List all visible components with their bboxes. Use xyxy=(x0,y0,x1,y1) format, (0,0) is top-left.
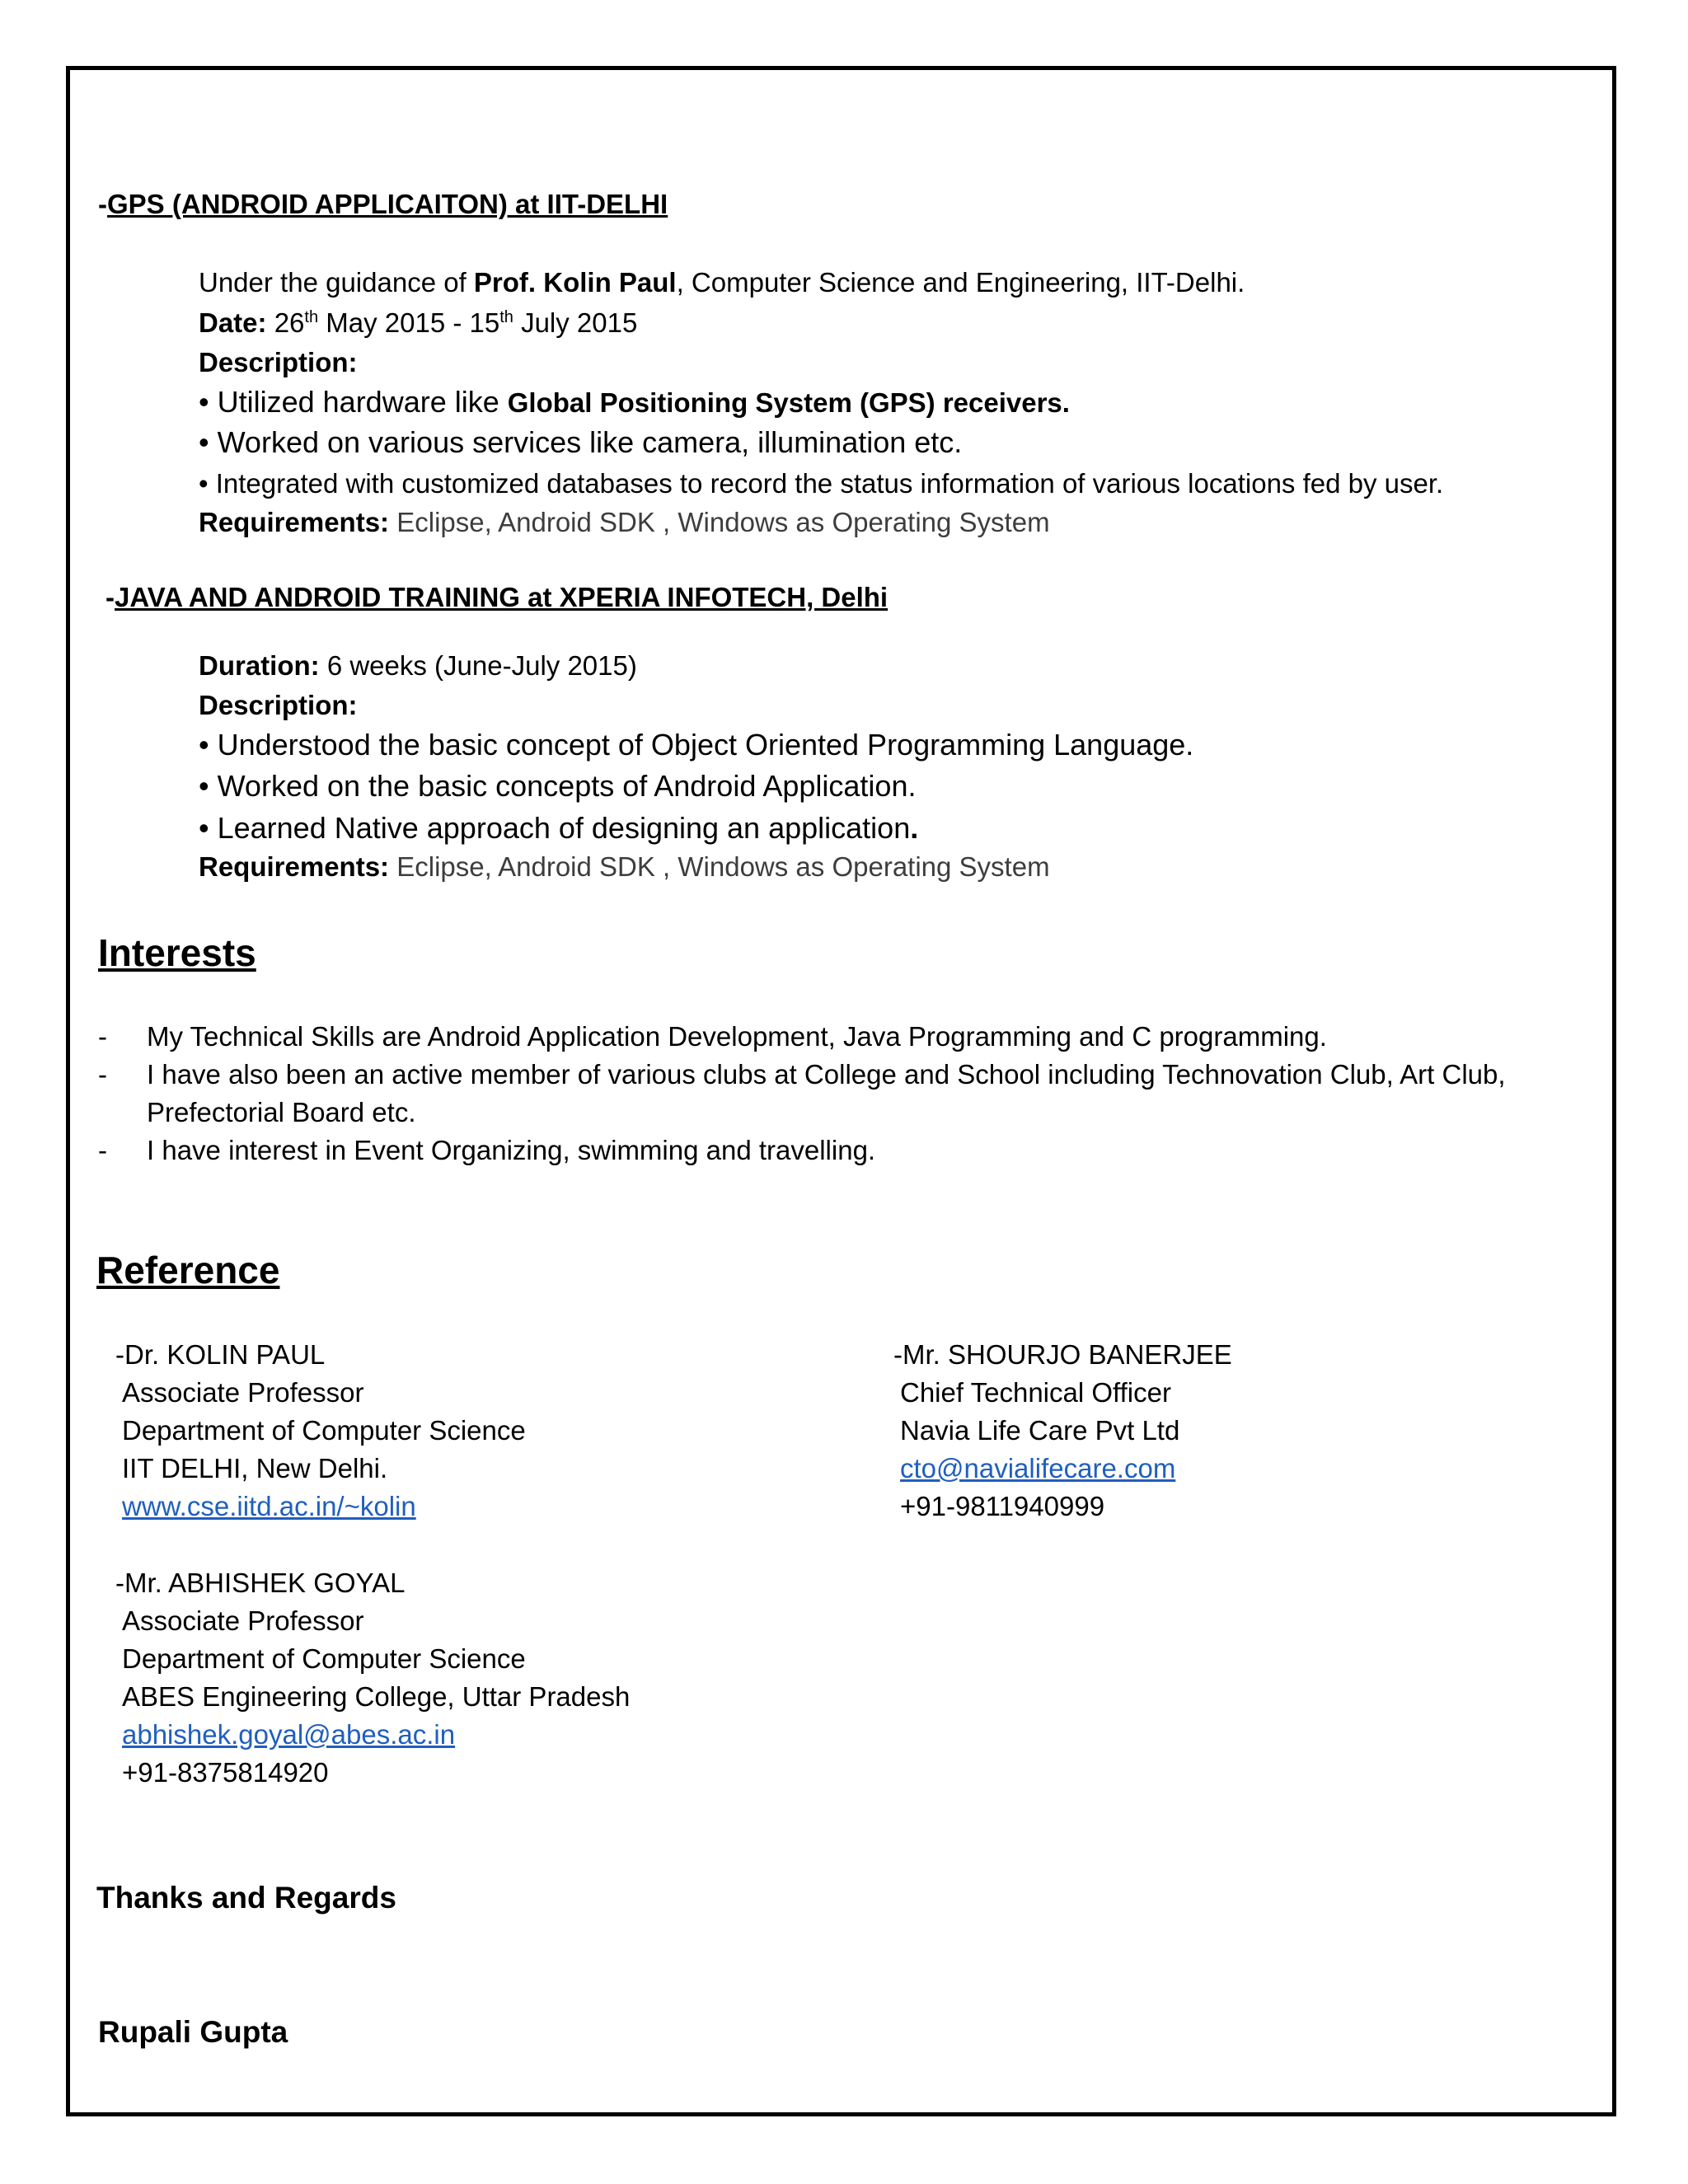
ref1-dept: Department of Computer Science xyxy=(122,1415,526,1446)
java-bullet-1: • Understood the basic concept of Object Oriented Programming Language. xyxy=(199,728,1194,762)
interests-dash-3: - xyxy=(98,1135,107,1165)
java-duration: Duration: 6 weeks (June-July 2015) xyxy=(199,650,637,681)
ref3-role: Associate Professor xyxy=(122,1605,364,1636)
interests-dash-2: - xyxy=(98,1059,107,1090)
gps-heading: -GPS (ANDROID APPLICAITON) at IIT-DELHI xyxy=(98,189,668,219)
java-description-label: Description: xyxy=(199,690,358,720)
interests-item-3: I have interest in Event Organizing, swimming and travelling. xyxy=(147,1135,876,1165)
ref1-name: -Dr. KOLIN PAUL xyxy=(115,1339,326,1370)
guide-name: Prof. Kolin Paul xyxy=(473,267,677,298)
signature-name: Rupali Gupta xyxy=(98,2015,288,2049)
ref1-website-link[interactable]: www.cse.iitd.ac.in/~kolin xyxy=(122,1491,416,1521)
interests-item-2-line-1: I have also been an active member of various clubs at College and School including Technovation Club, Art Club, xyxy=(147,1059,1506,1090)
gps-bullet-3: • Integrated with customized databases to record the status information of various locations fed by user. xyxy=(199,468,1444,499)
reference-title: Reference xyxy=(96,1249,280,1291)
ref2-email-link[interactable]: cto@navialifecare.com xyxy=(900,1453,1176,1483)
ref1-org: IIT DELHI, New Delhi. xyxy=(122,1453,388,1483)
java-requirements: Requirements: Eclipse, Android SDK , Windows as Operating System xyxy=(199,851,1050,882)
ref3-phone: +91-8375814920 xyxy=(122,1757,329,1788)
ref2-name: -Mr. SHOURJO BANERJEE xyxy=(893,1339,1232,1370)
gps-bullet-2: • Worked on various services like camera, illumination etc. xyxy=(199,425,963,459)
java-heading: -JAVA AND ANDROID TRAINING at XPERIA INFOTECH, Delhi xyxy=(106,582,889,612)
ref3-email-link[interactable]: abhishek.goyal@abes.ac.in xyxy=(122,1719,456,1750)
interests-item-2-line-2: Prefectorial Board etc. xyxy=(147,1097,416,1127)
gps-description-label: Description: xyxy=(199,347,358,377)
ref2-role: Chief Technical Officer xyxy=(900,1377,1171,1408)
gps-bullet-1: • Utilized hardware like Global Positioning System (GPS) receivers. xyxy=(199,385,1070,419)
java-bullet-2: • Worked on the basic concepts of Android Application. xyxy=(199,769,917,803)
interests-item-1: My Technical Skills are Android Application Development, Java Programming and C programming. xyxy=(147,1021,1327,1052)
ref3-org: ABES Engineering College, Uttar Pradesh xyxy=(122,1681,631,1712)
gps-requirements: Requirements: Eclipse, Android SDK , Windows as Operating System xyxy=(199,507,1050,537)
gps-date: Date: 26th May 2015 - 15th July 2015 xyxy=(199,307,638,338)
ref3-dept: Department of Computer Science xyxy=(122,1643,526,1674)
java-bullet-3: • Learned Native approach of designing an application. xyxy=(199,811,919,845)
ref3-name: -Mr. ABHISHEK GOYAL xyxy=(115,1568,406,1598)
closing-thanks: Thanks and Regards xyxy=(96,1881,396,1915)
interests-dash-1: - xyxy=(98,1021,107,1052)
interests-title: Interests xyxy=(98,931,256,974)
ref1-role: Associate Professor xyxy=(122,1377,364,1408)
gps-guidance: Under the guidance of Prof. Kolin Paul, Computer Science and Engineering, IIT-Delhi. xyxy=(199,267,1245,298)
ref2-phone: +91-9811940999 xyxy=(900,1491,1105,1521)
ref2-org: Navia Life Care Pvt Ltd xyxy=(900,1415,1180,1446)
